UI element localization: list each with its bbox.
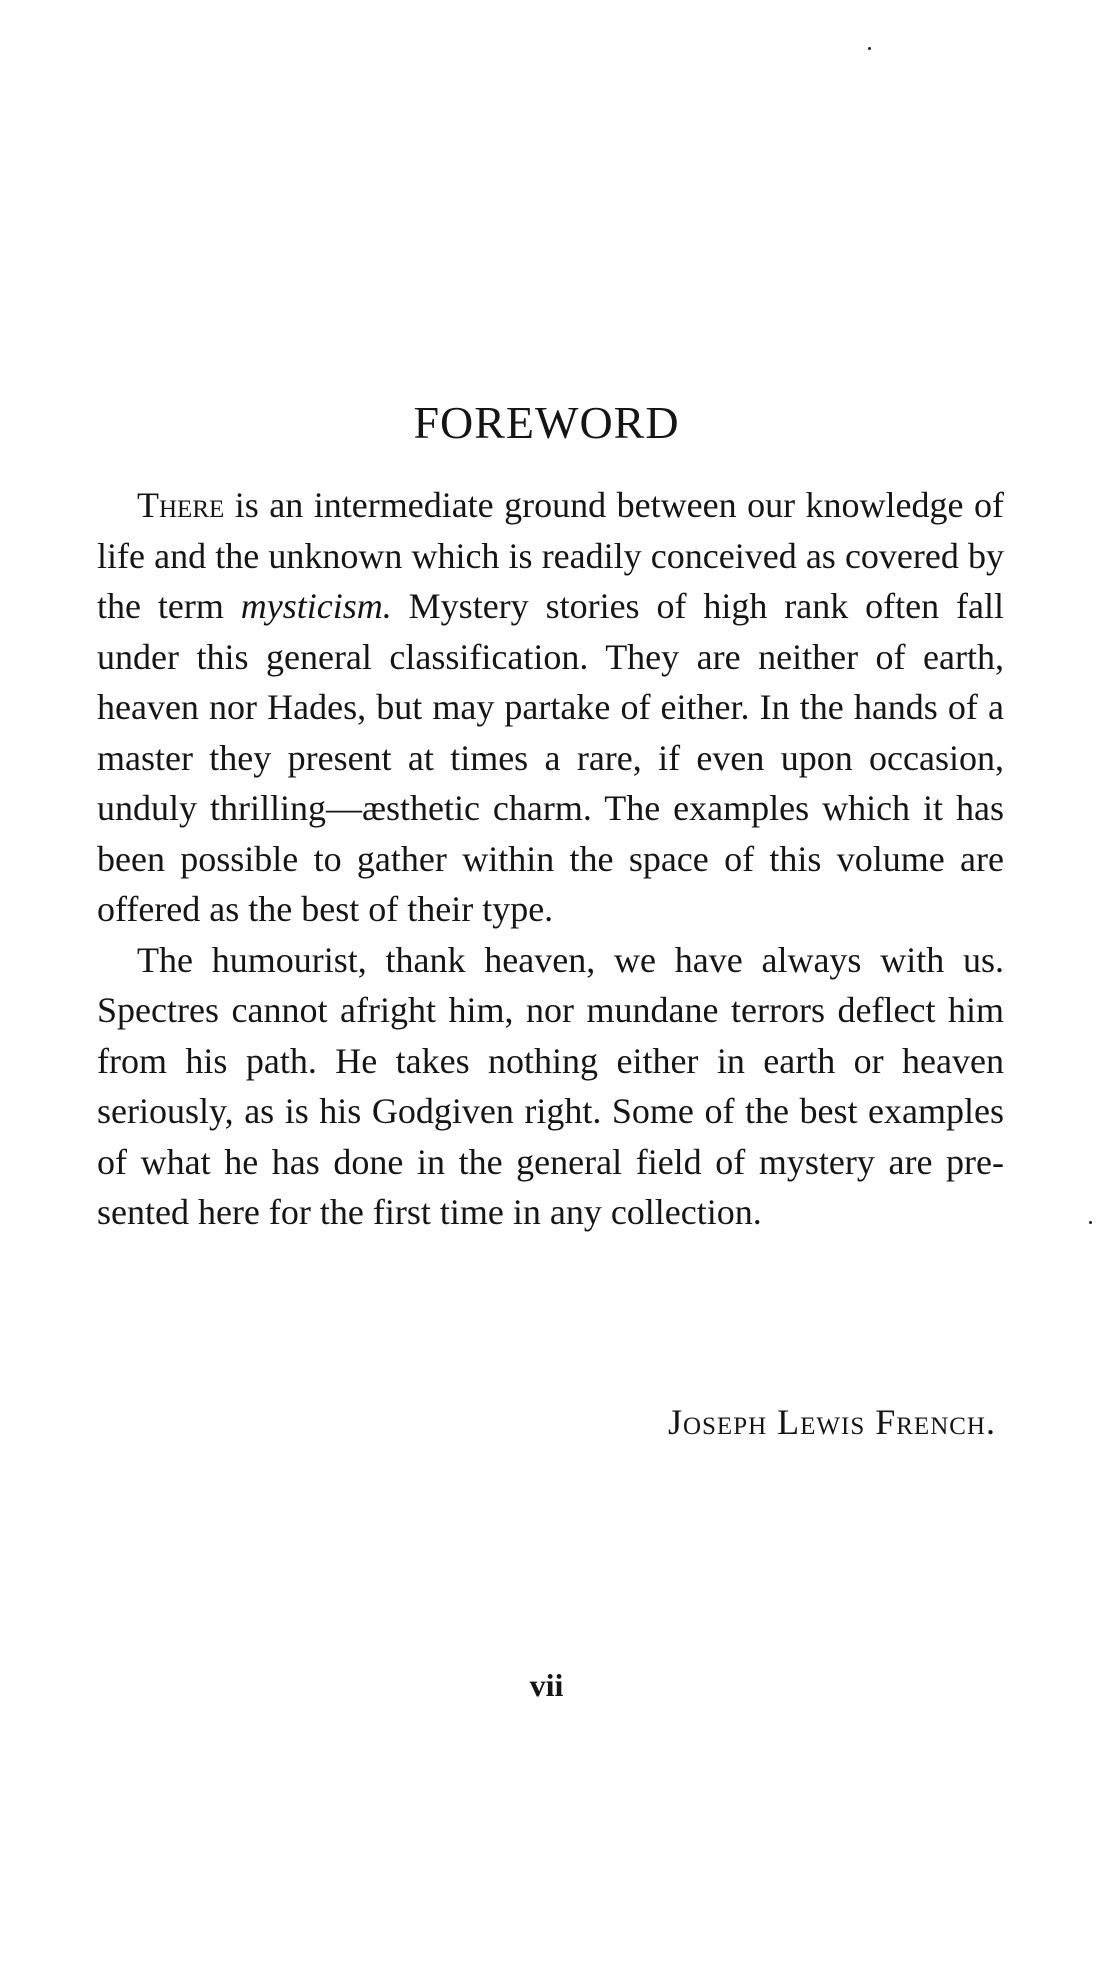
scan-speck (1089, 1221, 1092, 1224)
foreword-body (97, 480, 1004, 1238)
paragraph-1-text: is an intermediate ground between our knowledge of life and the unknown which is readily conceived as covered by the term (97, 485, 1004, 626)
paragraph-lead-word: There (137, 485, 225, 525)
page-number: vii (529, 1667, 564, 1703)
page-title: FOREWORD (413, 397, 680, 448)
paragraph-1-text-continued: Mystery stories of high rank often fall under this general classification. They are neither of earth, heaven nor Hades, but may partake of either. In the hands of a master they present at times a rare, if even upon occasion, unduly thrilling—æsthetic charm. The examples which it has been possible to gather within the space of this volume are offered as the best of their type. (97, 586, 1005, 929)
emphasized-term: mysticism. (240, 586, 392, 626)
paragraph-1 (97, 480, 1004, 935)
author-signature: Joseph Lewis French. (667, 1402, 996, 1442)
paragraph-2: The humourist, thank heaven, we have always with us. Spectres cannot afright him, nor mundane terrors deflect him from his path. He takes nothing either in earth or heaven seriously, as is his Godgiven right. Some of the best examples of what he has done in the general field of mystery are presented here for the first time in any collection. (97, 939, 1004, 1232)
scan-speck (868, 47, 871, 50)
